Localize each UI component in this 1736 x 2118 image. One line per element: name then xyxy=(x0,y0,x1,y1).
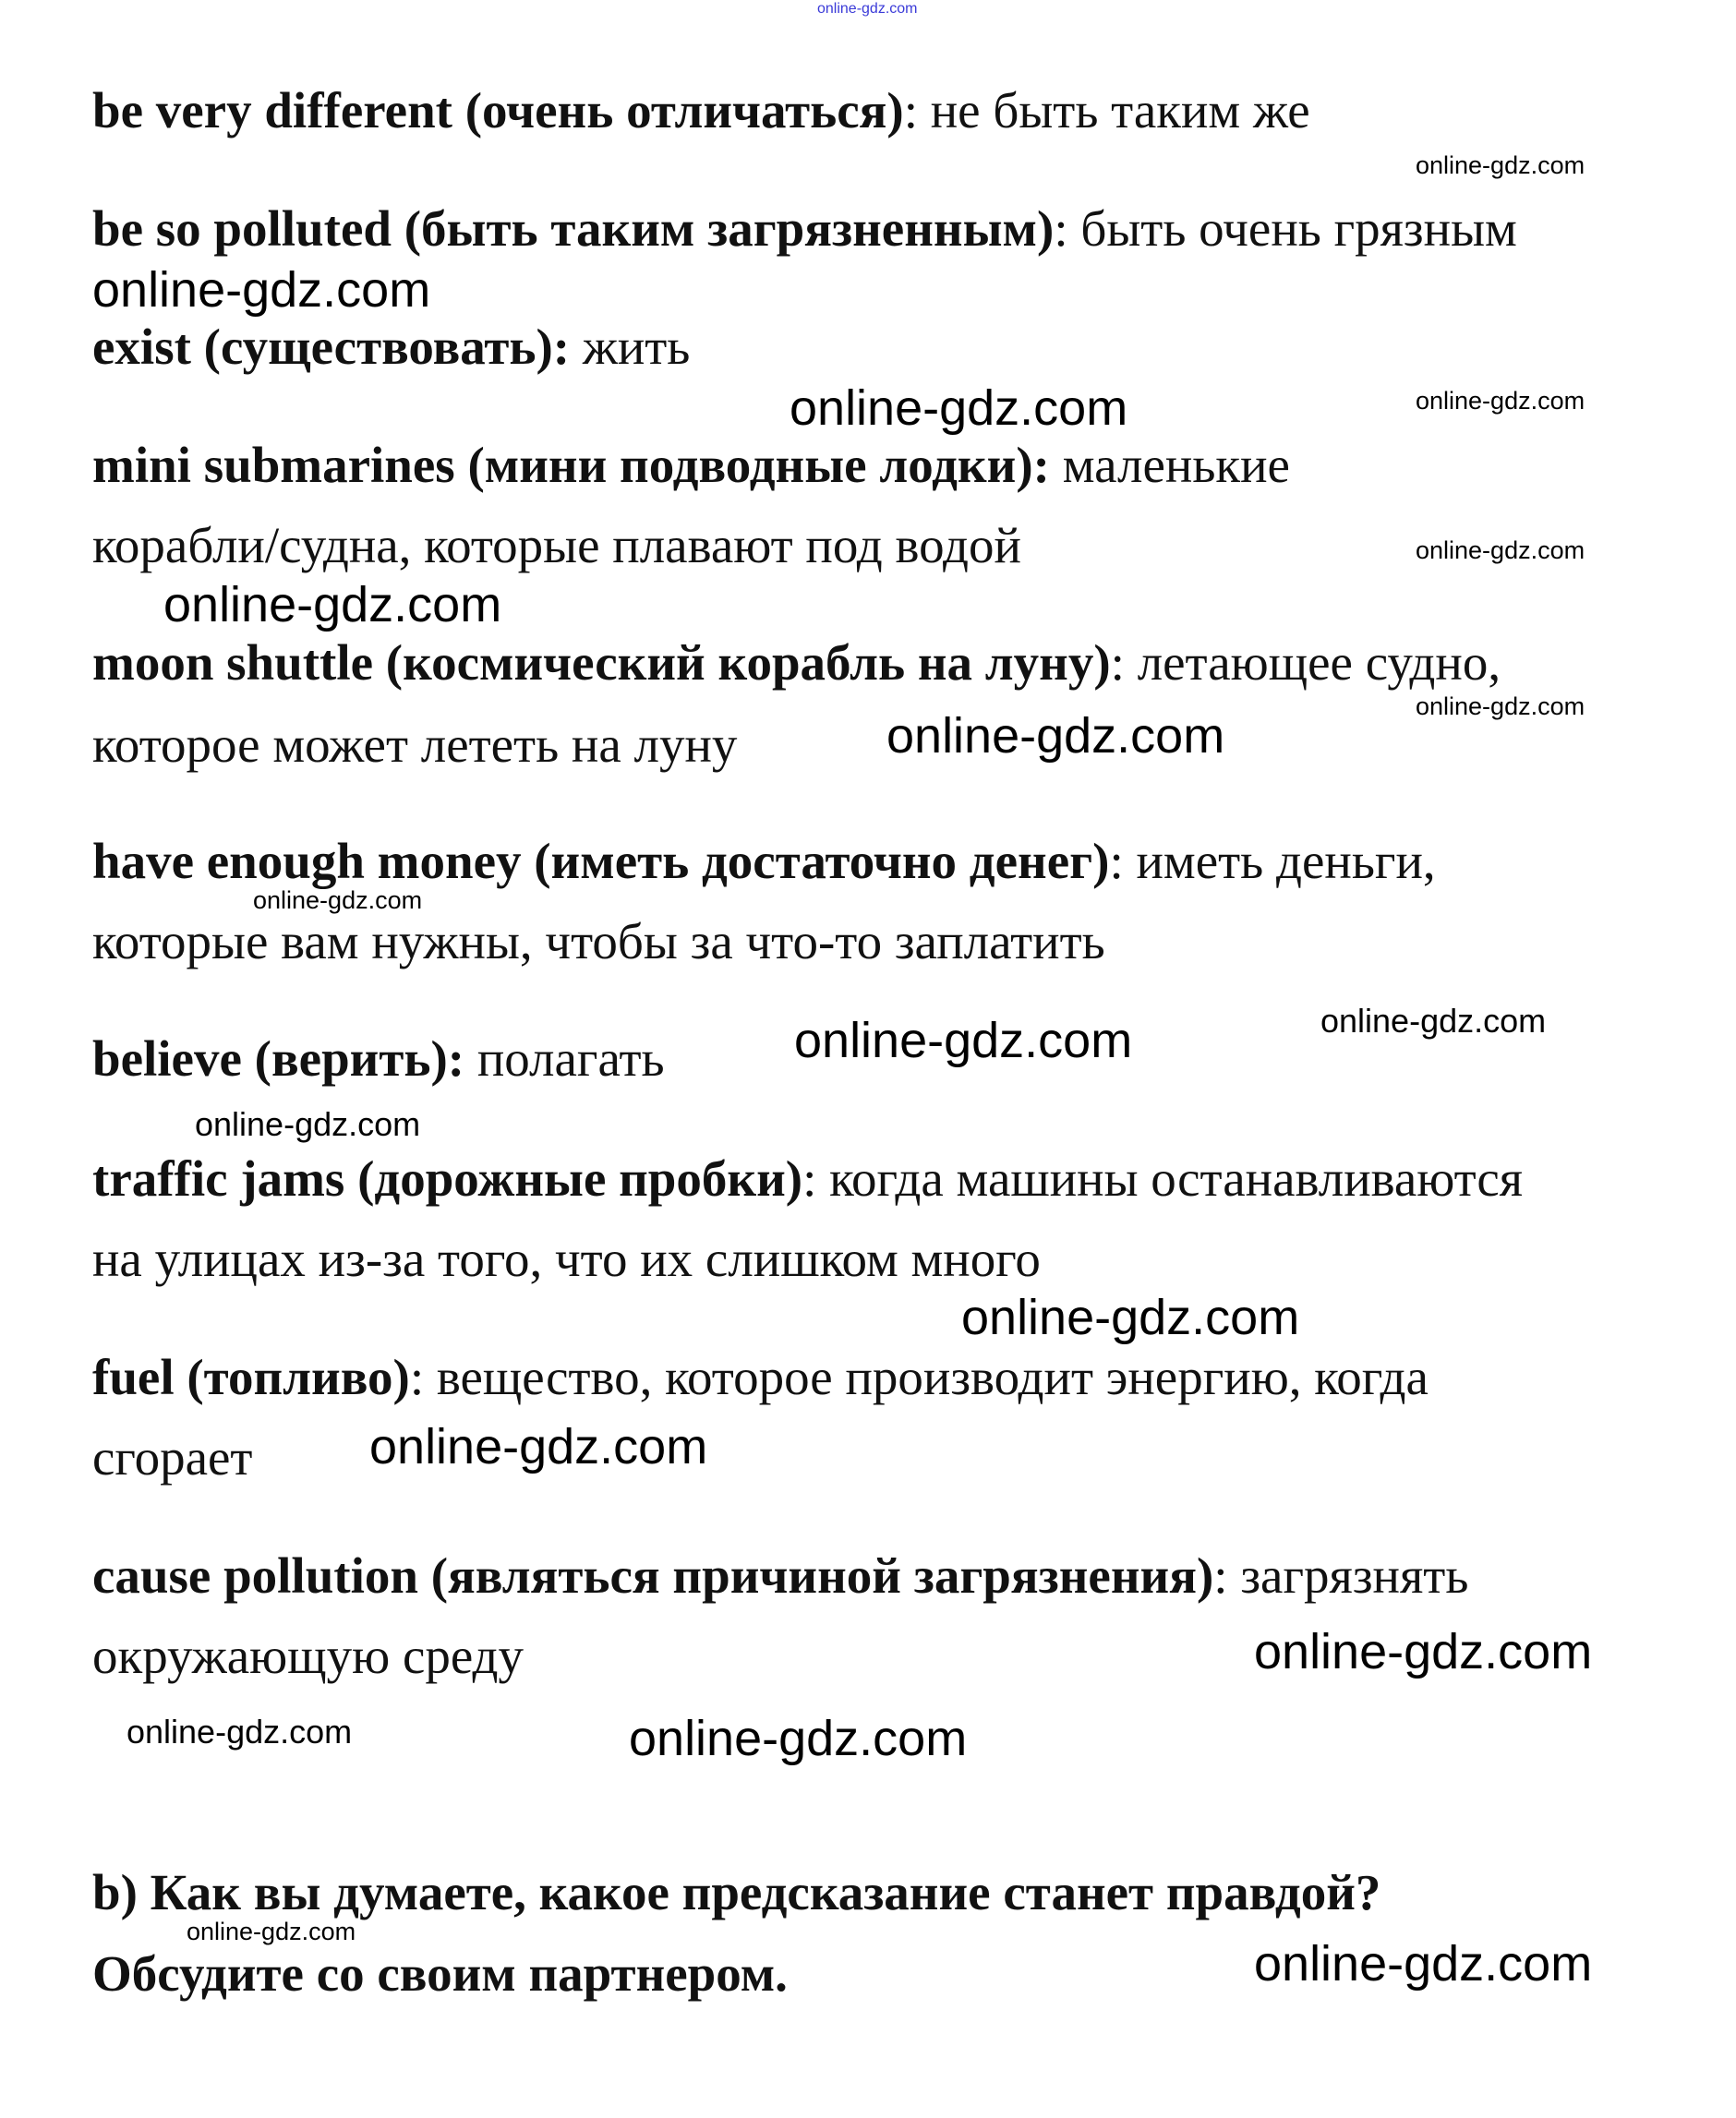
entry-believe xyxy=(92,1030,665,1087)
entry-term: mini submarines (мини подводные лодки): xyxy=(92,437,1050,493)
watermark: online-gdz.com xyxy=(187,1918,356,1945)
entry-definition: полагать xyxy=(464,1030,665,1087)
watermark: online-gdz.com xyxy=(794,1013,1133,1068)
entry-term: cause pollution (являться причиной загрязнения) xyxy=(92,1547,1214,1604)
entry-continuation: которые вам нужны, чтобы за что-то заплатить xyxy=(92,913,1105,969)
entry-term: fuel (топливо) xyxy=(92,1349,410,1405)
task-b-instruction: Обсудите со своим партнером. xyxy=(92,1945,788,2002)
entry-moon-shuttle xyxy=(92,634,1501,691)
entry-be-very-different xyxy=(92,82,1310,138)
watermark: online-gdz.com xyxy=(1416,692,1585,720)
entry-term: believe (верить): xyxy=(92,1030,465,1087)
watermark: online-gdz.com xyxy=(886,708,1225,764)
entry-continuation: на улицах из-за того, что их слишком много xyxy=(92,1231,1041,1287)
task-b-question: b) Как вы думаете, какое предсказание станет правдой? xyxy=(92,1864,1381,1920)
entry-definition: : быть очень грязным xyxy=(1054,200,1517,257)
watermark: online-gdz.com xyxy=(163,577,502,632)
entry-term: traffic jams (дорожные пробки) xyxy=(92,1150,803,1207)
entry-term: be very different (очень отличаться) xyxy=(92,82,904,138)
watermark-top: online-gdz.com xyxy=(817,1,918,17)
watermark: online-gdz.com xyxy=(1320,1002,1547,1040)
entry-continuation: корабли/судна, которые плавают под водой xyxy=(92,517,1021,573)
watermark: online-gdz.com xyxy=(1254,1936,1593,1992)
entry-term: have enough money (иметь достаточно денег) xyxy=(92,833,1110,889)
entry-definition: : загрязнять xyxy=(1213,1547,1469,1604)
entry-definition: : вещество, которое производит энергию, когда xyxy=(409,1349,1429,1405)
watermark: online-gdz.com xyxy=(1416,536,1585,564)
entry-definition: : когда машины останавливаются xyxy=(802,1150,1524,1207)
entry-mini-submarines xyxy=(92,437,1290,493)
entry-definition: : не быть таким же xyxy=(903,82,1310,138)
watermark: online-gdz.com xyxy=(1254,1624,1593,1679)
entry-be-so-polluted xyxy=(92,200,1517,257)
entry-term: moon shuttle (космический корабль на луну) xyxy=(92,634,1111,691)
watermark: online-gdz.com xyxy=(369,1419,708,1474)
entry-term: exist (существовать): xyxy=(92,319,571,375)
watermark: online-gdz.com xyxy=(629,1711,968,1766)
watermark: online-gdz.com xyxy=(127,1713,353,1751)
entry-continuation: сгорает xyxy=(92,1429,253,1486)
watermark: online-gdz.com xyxy=(961,1290,1300,1345)
entry-cause-pollution xyxy=(92,1547,1469,1604)
entry-exist xyxy=(92,319,691,375)
watermark: online-gdz.com xyxy=(195,1105,421,1143)
entry-have-enough-money xyxy=(92,833,1436,889)
watermark: online-gdz.com xyxy=(92,262,431,318)
entry-definition: маленькие xyxy=(1049,437,1290,493)
watermark: online-gdz.com xyxy=(790,380,1128,436)
entry-continuation: которое может лететь на луну xyxy=(92,716,738,773)
watermark: online-gdz.com xyxy=(1416,387,1585,415)
entry-term: be so polluted (быть таким загрязненным) xyxy=(92,200,1055,257)
entry-traffic-jams xyxy=(92,1150,1524,1207)
entry-definition: : летающее судно, xyxy=(1110,634,1501,691)
entry-definition: : иметь деньги, xyxy=(1109,833,1436,889)
entry-definition: жить xyxy=(570,319,691,375)
watermark: online-gdz.com xyxy=(253,886,423,914)
entry-fuel xyxy=(92,1349,1429,1405)
entry-continuation: окружающую среду xyxy=(92,1628,524,1684)
watermark: online-gdz.com xyxy=(1416,151,1585,179)
